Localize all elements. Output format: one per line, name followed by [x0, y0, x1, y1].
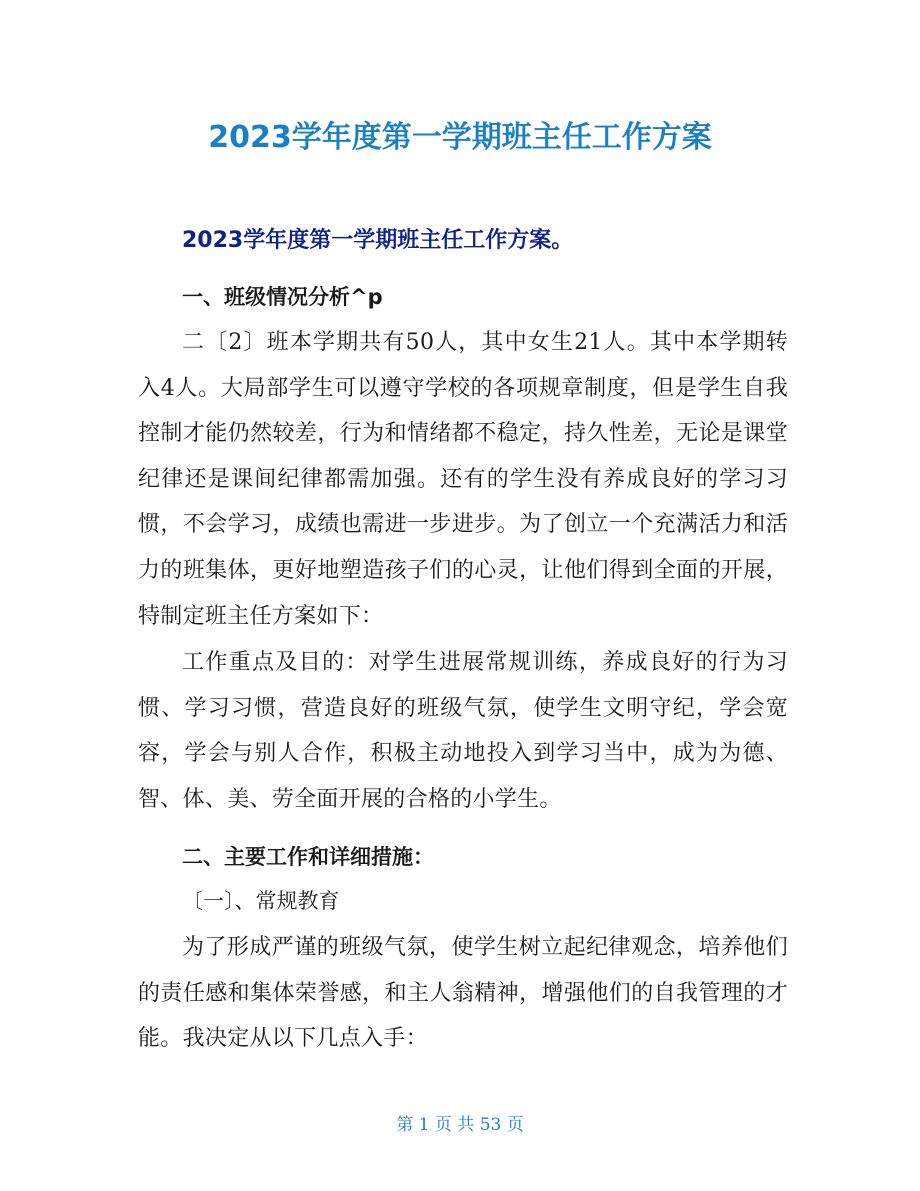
paragraph-routine-education: 为了形成严谨的班级气氛，使学生树立起纪律观念，培养他们的责任感和集体荣誉感，和主人翁精神，增强他们的自我管理的才能。我决定从以下几点入手： — [138, 935, 788, 1052]
section-heading-main-work: 二、主要工作和详细措施： — [182, 845, 434, 869]
paragraph-class-situation: 二〔2〕班本学期共有50人，其中女生21人。其中本学期转入4人。大局部学生可以遵守学校的各项规章制度，但是学生自我控制才能仍然较差，行为和情绪都不稳定，持久性差，无论是课堂纪律还是课间纪律都需加强。还有的学生没有养成良好的学习习惯，不会学习，成绩也需进一步进步。为了创立一个充满活力和活力的班集体，更好地塑造孩子们的心灵，让他们得到全面的开展，特制定班主任方案如下： — [138, 330, 788, 629]
document-title: 2023学年度第一学期班主任工作方案 — [208, 120, 712, 155]
page-number-footer: 第 1 页 共 53 页 — [396, 1115, 524, 1135]
paragraph-work-focus: 工作重点及目的：对学生进展常规训练，养成良好的行为习惯、学习习惯，营造良好的班级气氛，使学生文明守纪，学会宽容，学会与别人合作，积极主动地投入到学习当中，成为为德、智、体、美、劳全面开展的合格的小学生。 — [138, 650, 788, 812]
section-heading-class-analysis: 一、班级情况分析^p — [182, 285, 383, 309]
document-subtitle: 2023学年度第一学期班主任工作方案。 — [182, 228, 574, 253]
subsection-heading-routine-education: 〔一〕、常规教育 — [182, 889, 340, 913]
